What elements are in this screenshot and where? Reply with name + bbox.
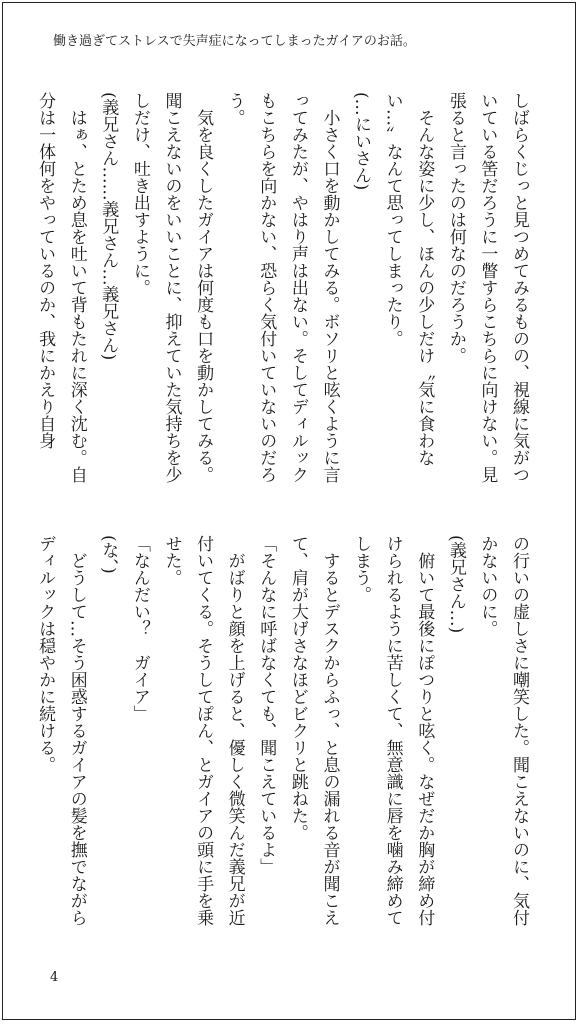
page-header-title: 働き過ぎてストレスで失声症になってしまったガイアのお話。 xyxy=(53,34,416,49)
vertical-text-block-bottom: の行いの虚しさに嘲笑した。聞こえないのに、気付かないのに。 (義兄さん…) 俯いて最後にぽつりと呟く。なぜだか胸が締め付けられるように苦しくて、無意識に唇を噛み締めてしまう。 するとデスクからふっ、と息の漏れる音が聞こえて、肩が大げさなほどビクリと跳ねた。 「そんなに呼ばなくても、聞こえているよ」 がばりと顔を上げると、優しく微笑んだ義兄が近付いてくる。そうしてぽん、とガイアの頭に手を乗せた。 「なんだい？ ガイア」 (な、) どうして…そう困惑するガイアの髪を撫でながらディルックは穏やかに続ける。 xyxy=(35,535,529,926)
page-number: 4 xyxy=(50,970,59,985)
vertical-text-block-top: しばらくじっと見つめてみるものの、視線に気がついている筈だろうに一瞥すらこちらに向けない。見張ると言ったのは何なのだろうか。 そんな姿に少し、ほんの少しだけ〝気に食わない…〟なんて思ってしまったり。 (…にいさん) 小さく口を動かしてみる。ボソリと呟くように言ってみたが、やはり声は出ない。そしてディルックもこちらを向かない、恐らく気付いていないのだろう。 気を良くしたガイアは何度も口を動かしてみる。聞こえないのをいいことに、抑えていた気持ちを少しだけ、吐き出すように。 (義兄さん……義兄さん…義兄さん) はぁ、とため息を吐いて背もたれに深く沈む。自分は一体何をやっているのか、我にかえり自身 xyxy=(35,92,529,483)
